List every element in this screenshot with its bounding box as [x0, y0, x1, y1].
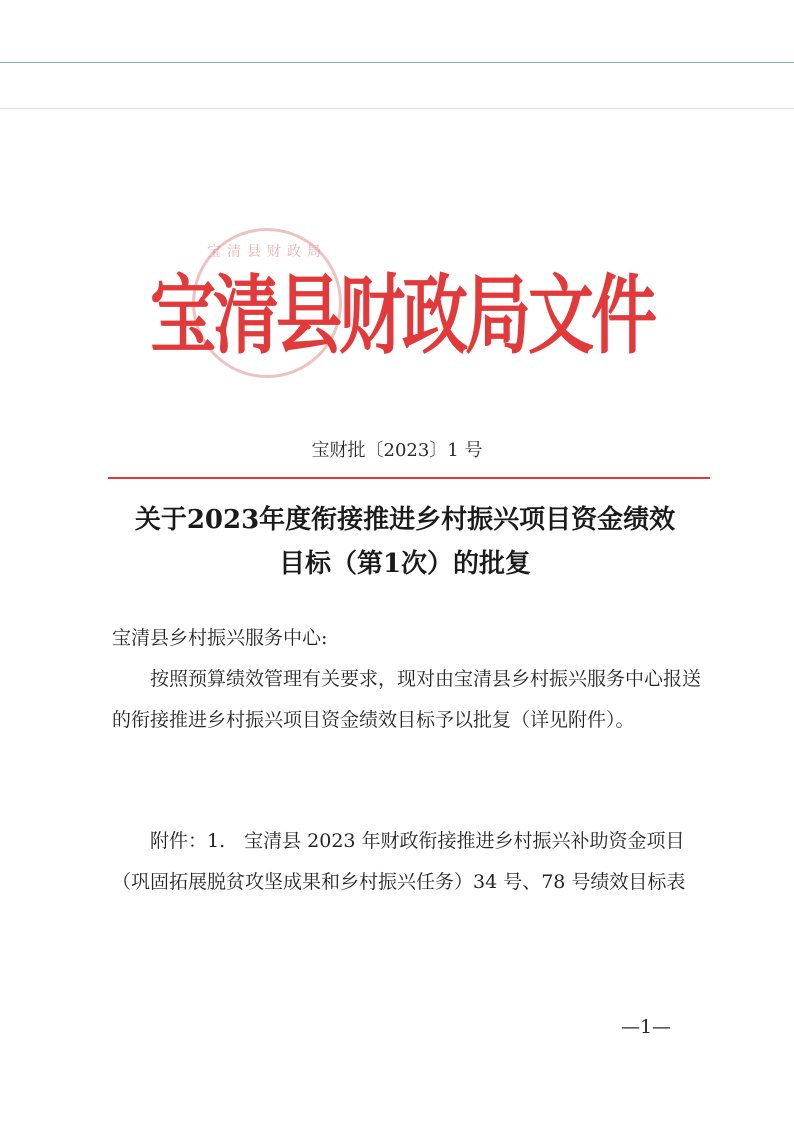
addressee: 宝清县乡村振兴服务中心:: [112, 627, 328, 649]
body-paragraph: 按照预算绩效管理有关要求，现对由宝清县乡村振兴服务中心报送的衔接推进乡村振兴项目资金绩效目标予以批复（详见附件）。: [112, 668, 702, 731]
scan-edge-line-faint: [0, 108, 794, 109]
document-title-line-1: 关于2023年度衔接推进乡村振兴项目资金绩效: [134, 505, 676, 535]
red-divider-line: [108, 477, 710, 479]
document-title: [100, 498, 710, 586]
attachment-note: 附件：1. 宝清县 2023 年财政衔接推进乡村振兴补助资金项目（巩固拓展脱贫攻坚成果和乡村振兴任务）34 号、78 号绩效目标表: [112, 830, 686, 893]
seal-text: 宝清县财政局: [207, 244, 327, 260]
page-number: —1—: [620, 1016, 672, 1038]
masthead-title: 宝清县财政局文件: [150, 264, 654, 366]
scan-edge-line-top: [0, 62, 794, 63]
document-title-line-2: 目标（第1次）的批复: [278, 549, 532, 579]
document-number: 宝财批〔2023〕1 号: [311, 440, 483, 461]
